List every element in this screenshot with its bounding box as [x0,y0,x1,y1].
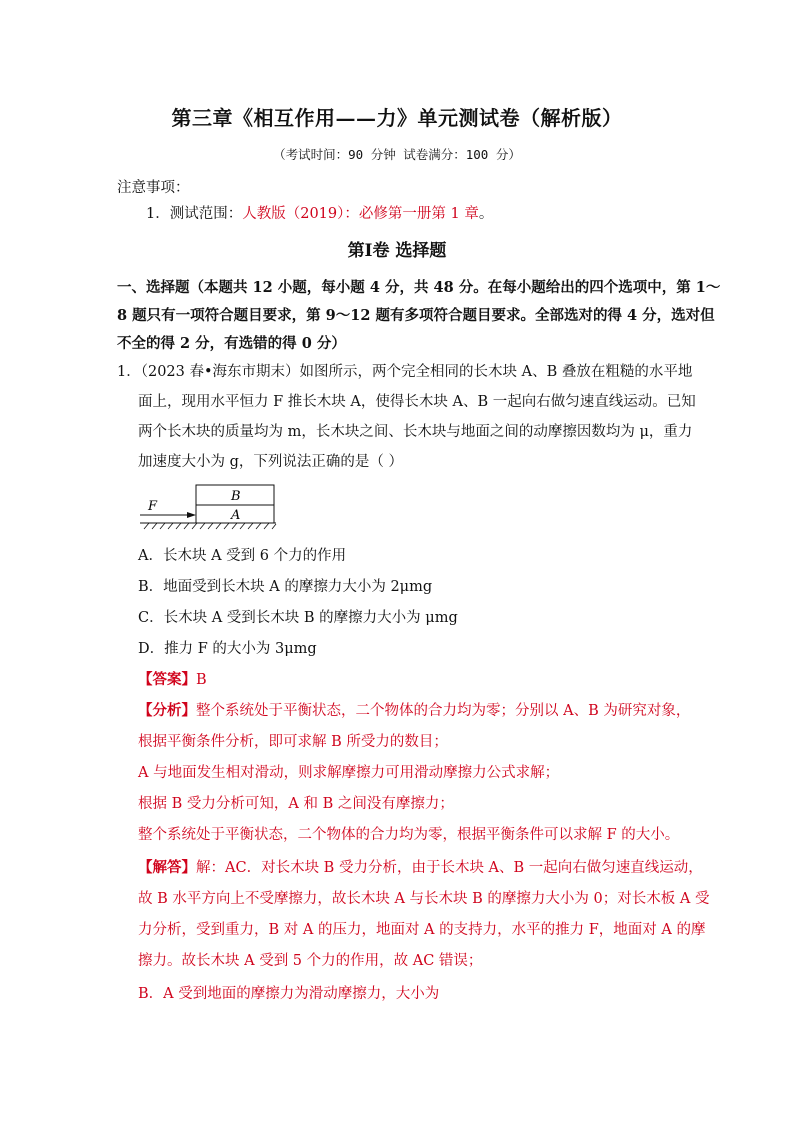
part1-line-3: 不全的得 2 分，有选错的得 0 分） [117,335,346,352]
question1-line-1: 1．（2023 春•海东市期末）如图所示，两个完全相同的长木块 A、B 叠放在粗糙的水平地 [117,364,693,380]
question1-line-3: 两个长木块的质量均为 m，长木块之间、长木块与地面之间的动摩擦因数均为 μ，重力 [138,424,693,440]
solution-line-3: 力分析，受到重力，B 对 A 的压力，地面对 A 的支持力，水平的推力 F，地面对 A 的摩 [138,922,706,938]
notice-item-1-suffix: 。 [478,206,494,222]
solution-line-5: B．A 受到地面的摩擦力为滑动摩擦力，大小为 [138,986,440,1002]
section-title: 第Ⅰ卷 选择题 [347,241,447,261]
analysis-line-3: A 与地面发生相对滑动，则求解摩擦力可用滑动摩擦力公式求解； [138,765,560,781]
part1-line-2: 8 题只有一项符合题目要求，第 9～12 题有多项符合题目要求。全部选对的得 4 分，选对但 [117,307,715,324]
solution-text-1: 解：AC．对长木块 B 受力分析，由于长木块 A、B 一起向右做匀速直线运动， [196,860,703,876]
analysis-label: 【分析】 [138,702,196,719]
option-a: A．长木块 A 受到 6 个力的作用 [138,548,347,564]
answer-line [138,670,207,690]
page-title: 第三章《相互作用——力》单元测试卷（解析版） [171,106,623,130]
question1-line-4: 加速度大小为 g，下列说法正确的是（ ） [138,454,403,470]
solution-line-2: 故 B 水平方向上不受摩擦力，故长木块 A 与长木块 B 的摩擦力大小为 0；对长木板 A 受 [138,891,710,907]
solution-label: 【解答】 [138,859,196,876]
analysis-line-5: 整个系统处于平衡状态，二个物体的合力均为零，根据平衡条件可以求解 F 的大小。 [138,827,680,843]
force-arrowhead [187,512,196,518]
part1-line-1: 一、选择题（本题共 12 小题，每小题 4 分，共 48 分。在每小题给出的四个选项中，第 1～ [117,279,721,296]
block-b-label: B [231,489,241,504]
question1-line-2: 面上，现用水平恒力 F 推长木块 A，使得长木块 A、B 一起向右做匀速直线运动。已知 [138,394,696,410]
option-d: D．推力 F 的大小为 3μmg [138,641,317,657]
notice-item-1-scope: 人教版（2019）：必修第一册第 1 章 [242,206,479,222]
ground-hatch [144,523,276,529]
analysis-line-2: 根据平衡条件分析，即可求解 B 所受力的数目； [138,734,448,750]
solution-line-1 [138,858,703,878]
option-b: B．地面受到长木块 A 的摩擦力大小为 2μmg [138,579,433,595]
exam-info: （考试时间：90 分钟 试卷满分：100 分） [273,147,521,162]
analysis-line-1 [138,701,690,721]
block-a-label: A [231,508,241,523]
answer-value: B [196,672,207,688]
answer-label: 【答案】 [138,671,196,688]
solution-line-4: 擦力。故长木块 A 受到 5 个力的作用，故 AC 错误； [138,953,483,969]
option-c: C．长木块 A 受到长木块 B 的摩擦力大小为 μmg [138,610,458,626]
blocks-diagram [140,480,290,532]
analysis-text-1: 整个系统处于平衡状态，二个物体的合力均为零；分别以 A、B 为研究对象， [196,703,691,719]
force-label: F [148,499,158,514]
notice-item-1-prefix: 1．测试范围： [146,206,243,222]
analysis-line-4: 根据 B 受力分析可知，A 和 B 之间没有摩擦力； [138,796,454,812]
notice-heading: 注意事项： [117,180,190,196]
notice-item-1 [146,204,493,224]
